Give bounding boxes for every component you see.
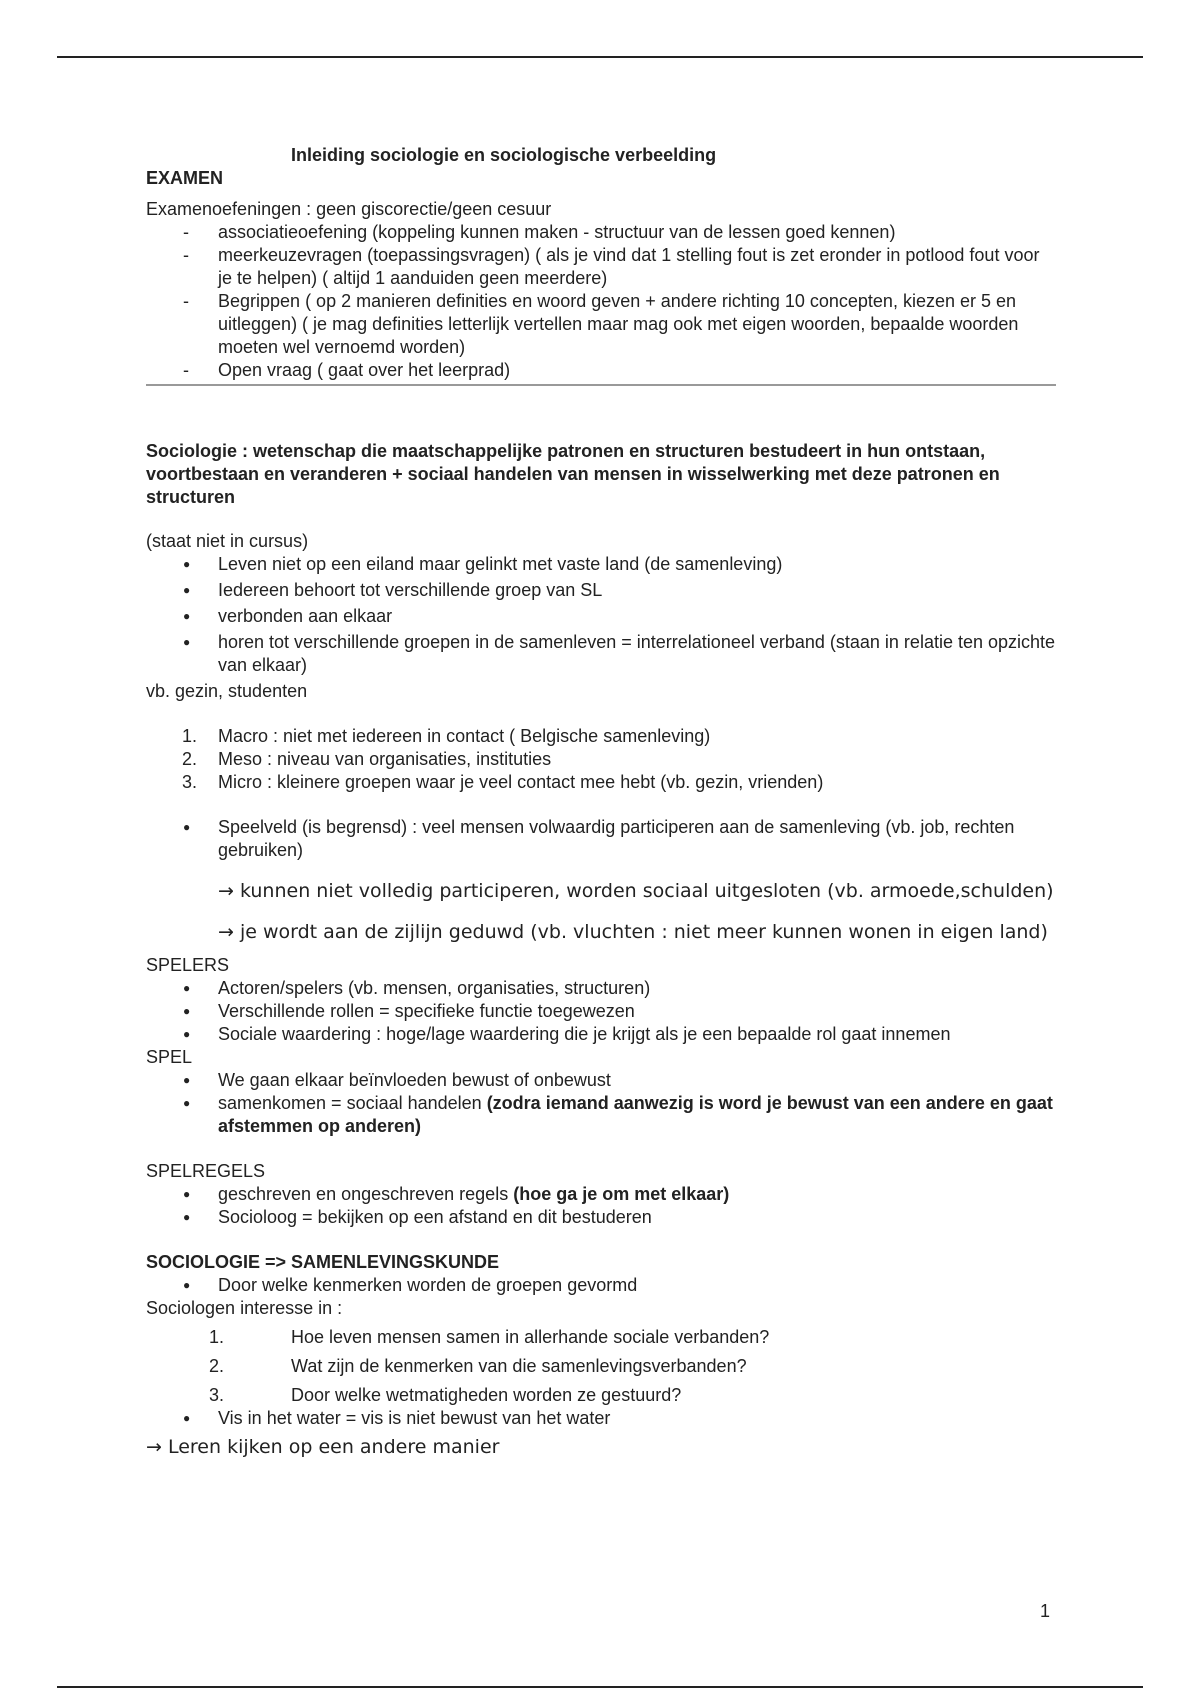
list-item: 1. Macro : niet met iedereen in contact ( Belgische samenleving) [182,726,711,746]
page-title: Inleiding sociologie en sociologische verbeelding [291,145,717,165]
list-item: ● horen tot verschillende groepen in de samenleven = interrelationeel verband (staan in relatie ten opzichte van elkaar) [146,631,1056,677]
list-item: 3. Micro : kleinere groepen waar je veel contact mee hebt (vb. gezin, vrienden) [182,772,824,792]
list-item: - Open vraag ( gaat over het leerprad) [146,359,1056,382]
list-item: - Begrippen ( op 2 manieren definities en woord geven + andere richting 10 concepten, kiezen er 5 en uitleggen) ( je mag definities letterlijk vertellen maar mag ook met eigen woorden, bepaalde woorden moeten wel vernoemd worden) [146,290,1056,359]
examen-list [146,221,1056,382]
samenlevingskunde-list [146,1274,1056,1297]
list-item: ● Verschillende rollen = specifieke functie toegewezen [146,1000,1056,1023]
list-item: ● Door welke kenmerken worden de groepen gevormd [146,1274,1056,1297]
list-item: ● samenkomen = sociaal handelen (zodra iemand aanwezig is word je bewust van een andere en gaat afstemmen op anderen) [146,1092,1056,1138]
list-item: ● Sociale waardering : hoge/lage waardering die je krijgt als je een bepaalde rol gaat innemen [146,1023,1056,1046]
speelveld-list [146,816,1056,862]
list-item: ● Speelveld (is begrensd) : veel mensen volwaardig participeren aan de samenleving (vb. job, rechten gebruiken) [146,816,1056,862]
list-item: ● We gaan elkaar beïnvloeden bewust of onbewust [146,1069,1056,1092]
levels-list [146,725,1056,794]
examen-intro: Examenoefeningen : geen giscorectie/geen cesuur [146,199,552,219]
conclusion-text: → Leren kijken op een andere manier [146,1436,500,1458]
cursus-note: (staat niet in cursus) [146,531,309,551]
examen-heading: EXAMEN [146,168,224,188]
list-item: ● Socioloog = bekijken op een afstand en dit bestuderen [146,1206,1056,1229]
spelregels-heading: SPELREGELS [146,1161,266,1181]
speelveld-arrow-2: → je wordt aan de zijlijn geduwd (vb. vluchten : niet meer kunnen wonen in eigen land) [218,921,1048,943]
questions-list [146,1326,1056,1407]
speelveld-arrow-1: → kunnen niet volledig participeren, worden sociaal uitgesloten (vb. armoede,schulden) [218,880,1054,902]
section-divider [146,384,1056,386]
list-item: - associatieoefening (koppeling kunnen maken - structuur van de lessen goed kennen) [146,221,1056,244]
list-item: 3. Door welke wetmatigheden worden ze gestuurd? [209,1385,682,1405]
page-number: 1 [1040,1601,1051,1621]
list-item: 2. Wat zijn de kenmerken van die samenlevingsverbanden? [209,1356,747,1376]
document-body [146,144,1056,1459]
list-item: ● Leven niet op een eiland maar gelinkt met vaste land (de samenleving) [146,553,1056,576]
list-item: ● Actoren/spelers (vb. mensen, organisaties, structuren) [146,977,1056,1000]
spel-heading: SPEL [146,1047,193,1067]
list-item: 1. Hoe leven mensen samen in allerhande sociale verbanden? [209,1327,770,1347]
spelregels-list [146,1183,1056,1229]
cursus-bullets [146,553,1056,677]
sociologie-definition: Sociologie : wetenschap die maatschappelijke patronen en structuren bestudeert in hun ontstaan, voortbestaan en veranderen + sociaal handelen van mensen in wisselwerking met deze patronen en structuren [146,441,1000,507]
cursus-example: vb. gezin, studenten [146,681,308,701]
list-item: ● verbonden aan elkaar [146,605,1056,628]
fish-list [146,1407,1056,1430]
list-item: ● Vis in het water = vis is niet bewust van het water [146,1407,1056,1430]
list-item: - meerkeuzevragen (toepassingsvragen) ( als je vind dat 1 stelling fout is zet eronder in potlood fout voor je te helpen) ( altijd 1 aanduiden geen meerdere) [146,244,1056,290]
list-item: ● Iedereen behoort tot verschillende groep van SL [146,579,1056,602]
top-rule [57,56,1143,58]
spelers-heading: SPELERS [146,955,230,975]
list-item: ● geschreven en ongeschreven regels (hoe ga je om met elkaar) [146,1183,1056,1206]
samenlevingskunde-heading: SOCIOLOGIE => SAMENLEVINGSKUNDE [146,1252,500,1272]
bottom-rule [57,1686,1143,1688]
spel-list [146,1069,1056,1138]
list-item: 2. Meso : niveau van organisaties, instituties [182,749,552,769]
sociologen-intro: Sociologen interesse in : [146,1298,343,1318]
spelers-list [146,977,1056,1046]
